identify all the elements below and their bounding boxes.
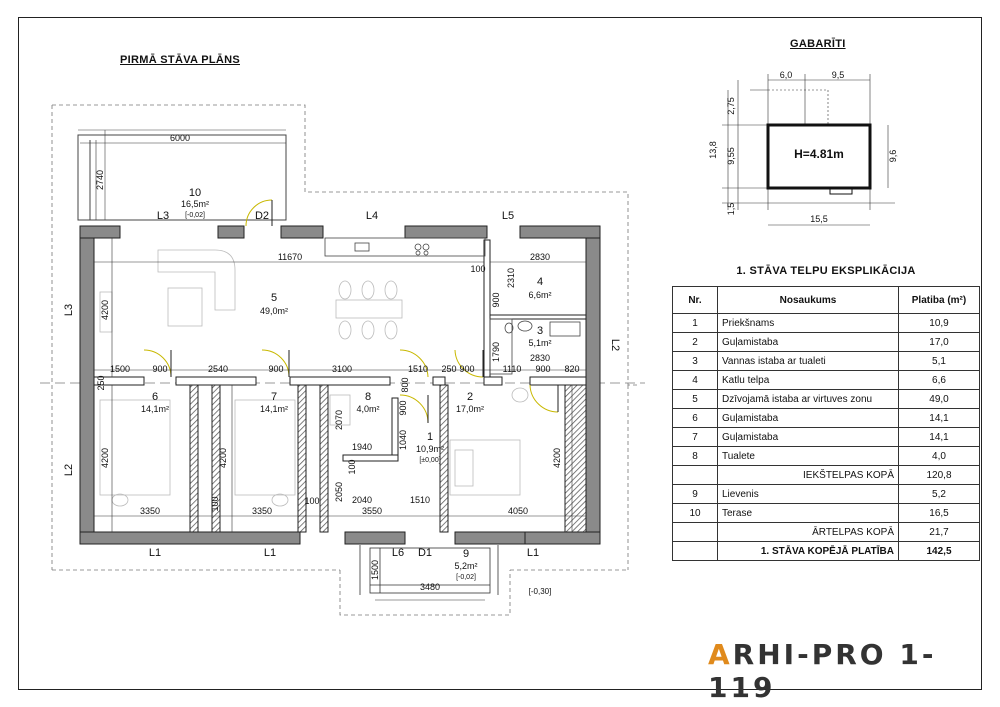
sum-outside-label: ĀRTELPAS KOPĀ: [718, 523, 899, 542]
dim-living-h: 4200: [100, 299, 110, 321]
row-nr: 8: [673, 447, 718, 466]
room-10-level: [-0,02]: [185, 212, 205, 219]
row-nr: 10: [673, 504, 718, 523]
door-swings: [144, 200, 558, 423]
gab-top-b: 9,5: [831, 70, 845, 80]
table-row: [673, 409, 980, 428]
tag-l4: L4: [365, 210, 379, 222]
header-area: Platiba (m²): [899, 287, 980, 314]
row-area: 14,1: [899, 409, 980, 428]
tag-l2-right: L2: [609, 338, 621, 352]
explication-title: 1. STĀVA TELPU EKSPLIKĀCIJA: [736, 265, 916, 277]
dim-b-100b: 100: [304, 496, 320, 506]
dim-b-3350b: 3350: [251, 506, 273, 516]
sum-outside-value: 21,7: [899, 523, 980, 542]
table-row: [673, 371, 980, 390]
room-1-area: 10,9m²: [415, 444, 445, 454]
room-5-area: 49,0m²: [259, 306, 289, 316]
ext-level: [-0,30]: [528, 587, 552, 596]
room-2-no: 2: [466, 391, 474, 403]
gab-left-b: 9,55: [726, 147, 736, 165]
dim-living-w: 11670: [277, 252, 303, 262]
row-area: 4,0: [899, 447, 980, 466]
row-area: 17,0: [899, 333, 980, 352]
dim-k-1110: 1110: [502, 364, 522, 374]
table-header-row: [673, 287, 980, 314]
room-4-no: 4: [536, 276, 544, 288]
dim-d-250a: 250: [441, 364, 457, 374]
total-row: [673, 542, 980, 561]
row-area: 49,0: [899, 390, 980, 409]
gab-left-total: 13,8: [708, 141, 718, 159]
room-10-no: 10: [188, 187, 202, 199]
tag-l3-left: L3: [63, 303, 75, 317]
dim-d-900a: 900: [152, 364, 168, 374]
plan-title: PIRMĀ STĀVA PLĀNS: [120, 54, 240, 66]
dim-b-4050: 4050: [507, 506, 529, 516]
room-6-area: 14,1m²: [140, 404, 170, 414]
dim-d-1500: 1500: [109, 364, 131, 374]
room-1-level: [±0,00]: [419, 457, 441, 464]
logo-text: RHI-PRO 1-119: [708, 638, 937, 704]
row-name: Lievenis: [718, 485, 899, 504]
header-nr: Nr.: [673, 287, 718, 314]
gabariti-diagram: [690, 60, 930, 240]
header-name: Nosaukums: [718, 287, 899, 314]
gabariti-title: GABARĪTI: [790, 38, 846, 50]
dim-c-100: 100: [347, 459, 357, 475]
dim-b-2040: 2040: [351, 495, 373, 505]
gab-top-a: 6,0: [779, 70, 793, 80]
dim-d-900b: 900: [268, 364, 284, 374]
room-4-area: 6,6m²: [528, 290, 552, 300]
dim-bath-w: 2830: [529, 353, 551, 363]
dim-c-2050: 2050: [334, 481, 344, 503]
row-name: Vannas istaba ar tualeti: [718, 352, 899, 371]
kitchen-counter: [325, 238, 485, 256]
tag-l3-top: L3: [156, 210, 170, 222]
tag-l5: L5: [501, 210, 515, 222]
room-2-area: 17,0m²: [455, 404, 485, 414]
dim-b-1510: 1510: [409, 495, 431, 505]
tag-d2: D2: [254, 210, 270, 222]
gab-left-a: 2,75: [726, 97, 736, 115]
dim-b-100a: 100: [210, 496, 220, 512]
room-8-area: 4,0m²: [356, 404, 380, 414]
dim-p-3480: 3480: [419, 582, 441, 592]
row-name: Guļamistaba: [718, 428, 899, 447]
explication-table: [672, 286, 980, 561]
dim-k-900c: 900: [459, 364, 475, 374]
room-5-no: 5: [270, 292, 278, 304]
row-area: 10,9: [899, 314, 980, 333]
dim-k-820: 820: [564, 364, 580, 374]
row-nr: 2: [673, 333, 718, 352]
dim-k-2310: 2310: [506, 267, 516, 289]
row-area: 16,5: [899, 504, 980, 523]
table-row: [673, 504, 980, 523]
sum-inside-label: IEKŠTELPAS KOPĀ: [718, 466, 899, 485]
tag-l1-b: L1: [263, 547, 277, 559]
tag-l1-a: L1: [148, 547, 162, 559]
gab-right: 9,6: [888, 149, 898, 163]
total-value: 142,5: [899, 542, 980, 561]
table-row: [673, 390, 980, 409]
dim-b-3550: 3550: [361, 506, 383, 516]
dim-r7-h: 4200: [218, 447, 228, 469]
row-nr: 4: [673, 371, 718, 390]
tag-d1: D1: [417, 547, 433, 559]
gabariti-height: H=4.81m: [794, 147, 844, 161]
dim-k-900b: 900: [535, 364, 551, 374]
room-9-no: 9: [462, 548, 470, 560]
room-7-area: 14,1m²: [259, 404, 289, 414]
dim-d-1510: 1510: [407, 364, 429, 374]
living-furniture: [100, 250, 402, 339]
dim-c-900: 900: [398, 400, 408, 416]
row-name: Terase: [718, 504, 899, 523]
room-3-area: 5,1m²: [528, 338, 552, 348]
row-name: Katlu telpa: [718, 371, 899, 390]
room-9-area: 5,2m²: [454, 561, 478, 571]
row-name: Guļamistaba: [718, 333, 899, 352]
dim-k-1790: 1790: [491, 341, 501, 363]
dim-r2-h: 4200: [552, 447, 562, 469]
dim-p-1500: 1500: [370, 559, 380, 581]
table-row: [673, 333, 980, 352]
table-row: [673, 428, 980, 447]
room-7-no: 7: [270, 391, 278, 403]
room-9-level: [-0,02]: [456, 574, 476, 581]
total-label: 1. STĀVA KOPĒJĀ PLATĪBA: [718, 542, 899, 561]
table-row: [673, 352, 980, 371]
row-area: 5,1: [899, 352, 980, 371]
dim-c-1040: 1040: [398, 429, 408, 451]
row-nr: 6: [673, 409, 718, 428]
gab-bottom: 15,5: [810, 214, 828, 224]
sum-inside-value: 120,8: [899, 466, 980, 485]
row-name: Guļamistaba: [718, 409, 899, 428]
sum-outside-row: [673, 523, 980, 542]
dim-terrace-w: 6000: [169, 133, 191, 143]
row-nr: 3: [673, 352, 718, 371]
table-row: [673, 485, 980, 504]
room-3-no: 3: [536, 325, 544, 337]
row-nr: 5: [673, 390, 718, 409]
row-name: Dzīvojamā istaba ar virtuves zonu: [718, 390, 899, 409]
dim-k-100: 100: [470, 264, 486, 274]
dim-d-2540: 2540: [207, 364, 229, 374]
room-1-no: 1: [426, 431, 434, 443]
table-row: [673, 447, 980, 466]
row-nr: 1: [673, 314, 718, 333]
room-6-no: 6: [151, 391, 159, 403]
dim-terrace-h: 2740: [95, 169, 105, 191]
dim-k-900a: 900: [491, 292, 501, 308]
table-row: [673, 314, 980, 333]
dim-r6-h: 4200: [100, 447, 110, 469]
room-8-no: 8: [364, 391, 372, 403]
tag-l1-c: L1: [526, 547, 540, 559]
logo-accent: A: [708, 638, 733, 671]
tag-l6: L6: [391, 547, 405, 559]
row-name: Tualete: [718, 447, 899, 466]
room-10-area: 16,5m²: [180, 199, 210, 209]
row-area: 14,1: [899, 428, 980, 447]
row-name: Priekšnams: [718, 314, 899, 333]
dim-kitchen-w: 2830: [529, 252, 551, 262]
row-area: 5,2: [899, 485, 980, 504]
dim-d-250b: 250: [96, 375, 106, 391]
dim-c-800: 800: [400, 377, 410, 393]
row-nr: 9: [673, 485, 718, 504]
brand-logo: [708, 638, 1000, 704]
dim-d-3100: 3100: [331, 364, 353, 374]
row-nr: 7: [673, 428, 718, 447]
sum-inside-row: [673, 466, 980, 485]
dim-b-3350a: 3350: [139, 506, 161, 516]
dim-c-1940: 1940: [351, 442, 373, 452]
tag-l2-left: L2: [63, 463, 75, 477]
dim-c-2070: 2070: [334, 409, 344, 431]
gab-left-c: 1,5: [726, 202, 736, 216]
row-area: 6,6: [899, 371, 980, 390]
